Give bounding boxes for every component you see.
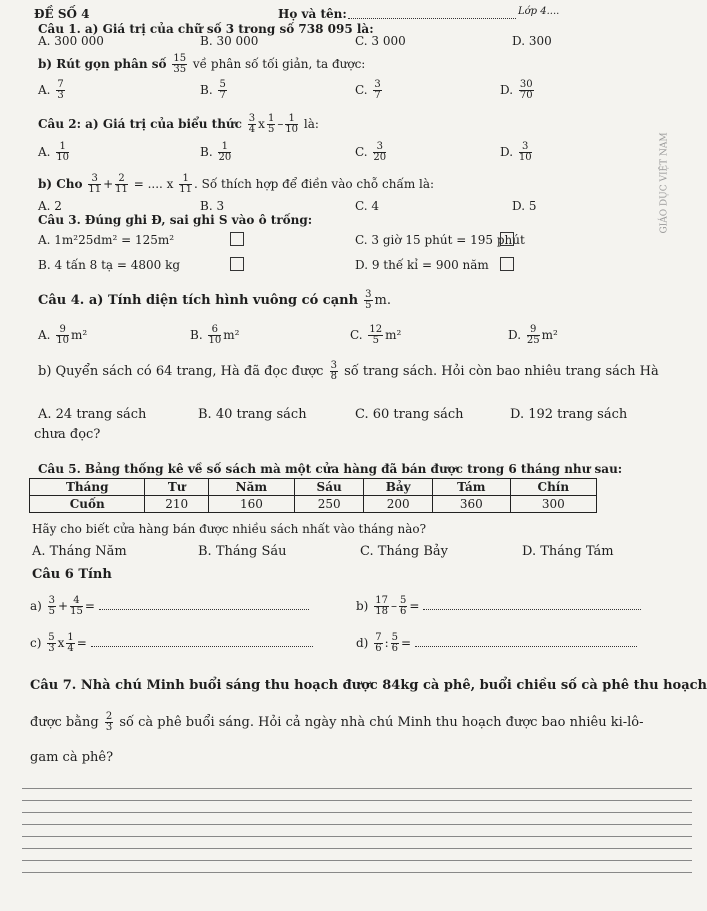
answer-line[interactable] <box>22 836 692 837</box>
q5-option-c: C. Tháng Bảy <box>360 544 449 559</box>
sales-table <box>29 478 597 513</box>
q6b-expression: b) $\frac{17}{18}$ – $\frac{5}{6}$ = <box>356 596 641 617</box>
q3-answer-box-d[interactable] <box>500 257 514 271</box>
q2b-prompt: b) Cho $\frac{3}{11}$ + $\frac{2}{11}$ = .... x $\frac{1}{11}$ . Số thích hợp để điền vào chỗ chấm là: <box>38 173 435 195</box>
q4a-option-c: C. $\frac{12}{5}$ m² <box>350 324 402 346</box>
q2a-prompt: Câu 2: a) Giá trị của biểu thức $\frac{3}{4}$ x $\frac{1}{5}$ – $\frac{1}{10}$ là: <box>38 113 319 135</box>
table-cell: 160 <box>208 496 294 513</box>
table-cell: Bảy <box>364 479 433 496</box>
table-cell: 360 <box>433 496 511 513</box>
q4b-option-b: B. 40 trang sách <box>198 407 307 422</box>
table-cell: Tháng <box>30 479 145 496</box>
q6c-expression: c) $\frac{5}{3}$ x $\frac{1}{4}$ = <box>30 633 313 654</box>
answer-line[interactable] <box>22 848 692 849</box>
table-cell: 300 <box>510 496 596 513</box>
q3-answer-box-b[interactable] <box>230 257 244 271</box>
q3-statement-a: A. 1m²25dm² = 125m² <box>38 233 175 247</box>
name-fill-line[interactable] <box>348 8 516 19</box>
table-cell: Tám <box>433 479 511 496</box>
q2a-option-d: D. $\frac{3}{10}$ <box>500 141 532 163</box>
q3-statement-b: B. 4 tấn 8 tạ = 4800 kg <box>38 258 181 272</box>
q1a-option-b: B. 30 000 <box>200 34 259 48</box>
table-cell: 200 <box>364 496 433 513</box>
q4a-prompt: Câu 4. a) Tính diện tích hình vuông có cạnh $\frac{3}{5}$ m. <box>38 289 392 311</box>
q6b-answer-line[interactable] <box>423 609 641 610</box>
q7-line3: gam cà phê? <box>30 750 114 765</box>
q4b-prompt: b) Quyển sách có 64 trang, Hà đã đọc được $\frac{3}{8}$ số trang sách. Hỏi còn bao nhiêu trang sách Hà <box>38 360 659 382</box>
q1b-option-a: A. $\frac{7}{3}$ <box>38 79 64 101</box>
q4a-option-d: D. $\frac{9}{25}$ m² <box>508 324 558 346</box>
table-cell: Năm <box>208 479 294 496</box>
q1a-prompt: Câu 1. a) Giá trị của chữ số 3 trong số 738 095 là: <box>38 22 374 36</box>
q4b-continuation: chưa đọc? <box>34 427 101 442</box>
q3-statement-c: C. 3 giờ 15 phút = 195 phút <box>355 233 525 247</box>
q1b-option-c: C. $\frac{3}{7}$ <box>355 79 381 101</box>
q2b-option-a: A. 2 <box>38 199 62 213</box>
q2a-option-c: C. $\frac{3}{20}$ <box>355 141 387 163</box>
table-header-row <box>30 479 597 496</box>
q5-question: Hãy cho biết cửa hàng bán được nhiều sách nhất vào tháng nào? <box>32 522 427 536</box>
q1a-option-a: A. 300 000 <box>38 34 104 48</box>
table-cell: Cuốn <box>30 496 145 513</box>
q1b-prompt <box>38 54 365 75</box>
answer-line[interactable] <box>22 860 692 861</box>
q7-line2: được bằng $\frac{2}{3}$ số cà phê buổi sáng. Hỏi cả ngày nhà chú Minh thu hoạch được bao nhiêu ki-lô- <box>30 711 644 733</box>
q6d-expression: d) $\frac{7}{6}$ : $\frac{5}{6}$ = <box>356 633 637 654</box>
q2a-option-a: A. $\frac{1}{10}$ <box>38 141 70 163</box>
answer-line[interactable] <box>22 812 692 813</box>
q6d-answer-line[interactable] <box>415 646 637 647</box>
answer-line[interactable] <box>22 824 692 825</box>
q5-option-b: B. Tháng Sáu <box>198 544 287 559</box>
q1a-option-c: C. 3 000 <box>355 34 406 48</box>
publisher-stamp-text: GIÁO DỤC VIỆT NAM <box>659 132 670 234</box>
q4b-option-c: C. 60 trang sách <box>355 407 464 422</box>
answer-line[interactable] <box>22 872 692 873</box>
table-cell: Sáu <box>294 479 363 496</box>
q3-answer-box-c[interactable] <box>500 232 514 246</box>
q6-title: Câu 6 Tính <box>32 567 112 582</box>
answer-line[interactable] <box>22 800 692 801</box>
q3-answer-box-a[interactable] <box>230 232 244 246</box>
q1b-option-b: B. $\frac{5}{7}$ <box>200 79 226 101</box>
q2a-option-b: B. $\frac{1}{20}$ <box>200 141 232 163</box>
class-label: Lớp 4.... <box>518 6 560 17</box>
q7-line1: Câu 7. Nhà chú Minh buổi sáng thu hoạch được 84kg cà phê, buổi chiều số cà phê thu hoạch <box>30 678 707 693</box>
answer-line[interactable] <box>22 788 692 789</box>
table-row <box>30 496 597 513</box>
table-cell: Tư <box>145 479 208 496</box>
q2b-option-c: C. 4 <box>355 199 380 213</box>
q5-option-a: A. Tháng Năm <box>32 544 127 559</box>
q5-title: Câu 5. Bảng thống kê về số sách mà một cửa hàng đã bán được trong 6 tháng như sau: <box>38 462 623 476</box>
q1b-suffix: về phân số tối giản, ta được: <box>192 57 366 71</box>
name-label: Họ và tên: <box>278 7 347 21</box>
q4b-option-a: A. 24 trang sách <box>38 407 147 422</box>
publisher-stamp <box>659 118 694 278</box>
table-cell: 210 <box>145 496 208 513</box>
q4a-option-b: B. $\frac{6}{10}$ m² <box>190 324 240 346</box>
q6a-answer-line[interactable] <box>99 609 309 610</box>
exam-title: ĐỀ SỐ 4 <box>34 7 90 21</box>
q4b-option-d: D. 192 trang sách <box>510 407 628 422</box>
q6c-answer-line[interactable] <box>91 646 313 647</box>
q5-option-d: D. Tháng Tám <box>522 544 614 559</box>
q1b-option-d: D. $\frac{30}{70}$ <box>500 79 533 101</box>
q2b-option-b: B. 3 <box>200 199 225 213</box>
table-cell: 250 <box>294 496 363 513</box>
q6a-expression: a) $\frac{3}{5}$ + $\frac{4}{15}$ = <box>30 596 309 617</box>
q1b-prefix: b) Rút gọn phân số <box>38 57 167 71</box>
q3-title: Câu 3. Đúng ghi Đ, sai ghi S vào ô trống: <box>38 213 313 227</box>
q2b-option-d: D. 5 <box>512 199 537 213</box>
q1b-fraction: $\frac{15}{35}$ <box>173 53 187 75</box>
q1a-option-d: D. 300 <box>512 34 552 48</box>
q4a-option-a: A. $\frac{9}{10}$ m² <box>38 324 88 346</box>
q3-statement-d: D. 9 thế kỉ = 900 năm <box>355 258 489 272</box>
table-cell: Chín <box>510 479 596 496</box>
